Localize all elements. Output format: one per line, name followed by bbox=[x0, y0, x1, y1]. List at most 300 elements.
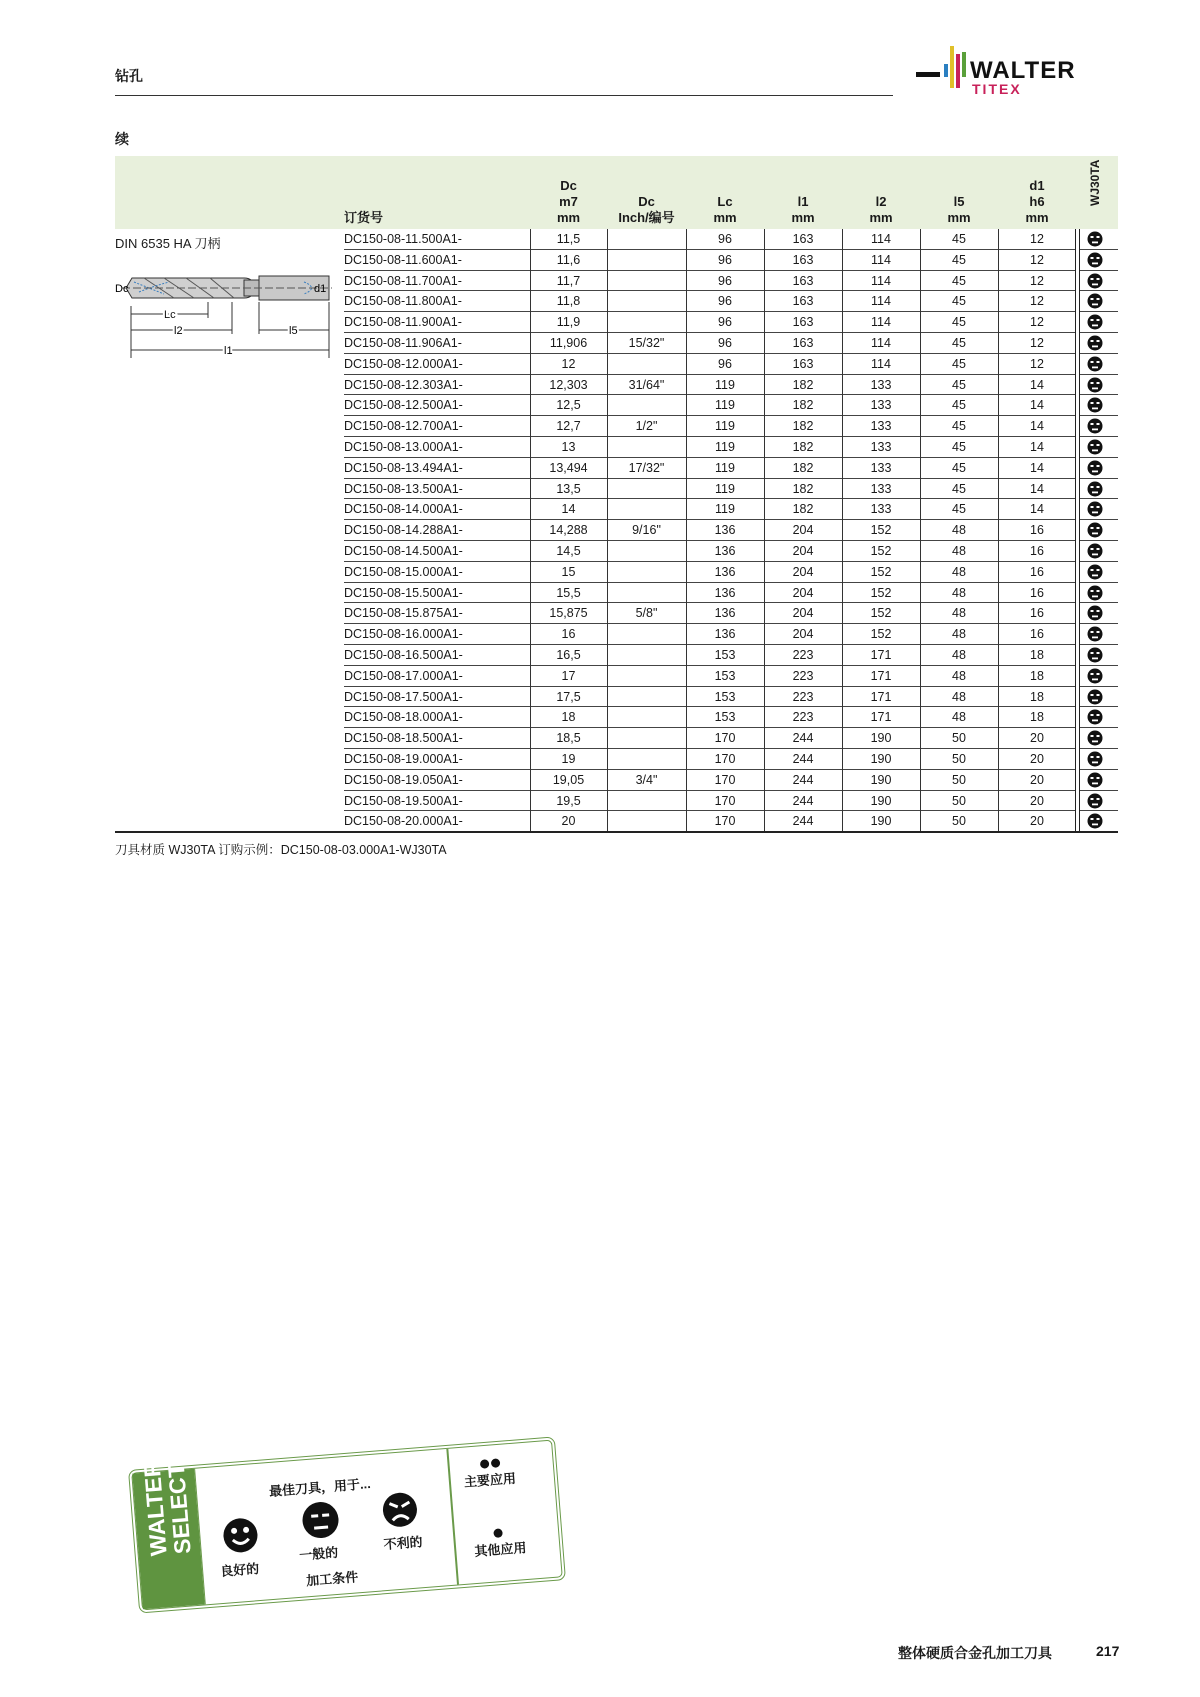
cell-d1: 16 bbox=[1030, 585, 1044, 600]
order-code: DC150-08-12.500A1- bbox=[344, 398, 463, 413]
cell-l2: 190 bbox=[870, 752, 892, 766]
cell-l5: 45 bbox=[952, 377, 966, 392]
cell-d1: 12 bbox=[1030, 232, 1044, 246]
neutral-face-icon bbox=[1087, 730, 1103, 749]
neutral-face-icon bbox=[1087, 481, 1103, 500]
cell-l5: 48 bbox=[952, 544, 966, 558]
header-line: Dc bbox=[560, 178, 577, 193]
cell-l1: 182 bbox=[792, 398, 814, 413]
cell-l5: 50 bbox=[952, 793, 966, 808]
order-code: DC150-08-16.500A1- bbox=[344, 648, 463, 662]
cell-dc-m7: 11,7 bbox=[556, 273, 581, 288]
table-row bbox=[344, 375, 1118, 396]
neutral-face-icon bbox=[1087, 605, 1103, 624]
cell-l5: 48 bbox=[952, 523, 966, 538]
cell-lc: 119 bbox=[715, 481, 735, 496]
order-code: DC150-08-11.600A1- bbox=[344, 252, 462, 267]
bad-label: 不利的 bbox=[383, 1534, 424, 1553]
cell-dc-m7: 19,5 bbox=[556, 793, 581, 808]
header-order-code bbox=[344, 156, 524, 229]
cell-lc: 136 bbox=[714, 564, 736, 579]
cell-lc: 136 bbox=[714, 544, 736, 558]
cell-d1: 14 bbox=[1030, 440, 1044, 454]
order-code: DC150-08-18.500A1- bbox=[344, 731, 463, 746]
cell-l5: 48 bbox=[952, 668, 966, 683]
cell-l1: 244 bbox=[792, 814, 814, 829]
table-row bbox=[344, 354, 1118, 375]
order-code: DC150-08-12.303A1- bbox=[344, 377, 463, 392]
normal-face-icon bbox=[300, 1500, 341, 1546]
cell-l1: 182 bbox=[792, 502, 814, 517]
header-line: mm bbox=[869, 210, 893, 225]
cell-dc-m7: 14,5 bbox=[556, 544, 581, 558]
header-rule bbox=[115, 95, 893, 96]
cell-l1: 244 bbox=[792, 772, 814, 787]
cell-l5: 45 bbox=[952, 356, 966, 371]
cell-l1: 204 bbox=[792, 523, 814, 538]
cell-dc-inch: 9/16" bbox=[632, 523, 661, 538]
cell-dc-inch: 17/32" bbox=[628, 460, 665, 475]
table-row bbox=[344, 333, 1118, 354]
cell-lc: 153 bbox=[714, 689, 736, 704]
section-title: 钻孔 bbox=[115, 68, 143, 84]
neutral-face-icon bbox=[1087, 522, 1103, 541]
order-code: DC150-08-11.900A1- bbox=[344, 315, 462, 330]
cell-l1: 204 bbox=[792, 627, 814, 642]
cell-l2: 114 bbox=[871, 232, 891, 246]
header-line: Lc bbox=[717, 194, 733, 209]
cell-lc: 119 bbox=[715, 440, 735, 454]
neutral-face-icon bbox=[1087, 314, 1103, 333]
cell-l1: 163 bbox=[792, 315, 814, 330]
cell-lc: 96 bbox=[718, 273, 732, 288]
cell-lc: 170 bbox=[714, 793, 736, 808]
main-use-label: 主要应用 bbox=[463, 1470, 517, 1490]
header-l1 bbox=[764, 160, 842, 229]
cell-d1: 14 bbox=[1030, 377, 1044, 392]
cell-l1: 204 bbox=[792, 606, 814, 621]
neutral-face-icon bbox=[1087, 813, 1103, 832]
neutral-face-icon bbox=[1087, 668, 1103, 687]
cell-dc-inch: 31/64" bbox=[628, 377, 665, 392]
header-line: l2 bbox=[875, 194, 887, 209]
svg-text:TITEX: TITEX bbox=[972, 81, 1022, 97]
cell-l2: 190 bbox=[870, 793, 892, 808]
order-code: DC150-08-13.000A1- bbox=[344, 440, 463, 454]
cell-dc-inch: 1/2" bbox=[635, 419, 658, 434]
cell-l2: 152 bbox=[870, 544, 892, 558]
cell-l1: 204 bbox=[792, 585, 814, 600]
cell-dc-m7: 17 bbox=[561, 668, 576, 683]
cell-lc: 153 bbox=[714, 648, 736, 662]
neutral-face-icon bbox=[1087, 626, 1103, 645]
cell-lc: 119 bbox=[715, 377, 735, 392]
header-dc-m7 bbox=[530, 160, 607, 229]
cell-l2: 171 bbox=[870, 668, 892, 683]
walter-select-brand bbox=[132, 1459, 204, 1609]
cell-l1: 244 bbox=[792, 752, 814, 766]
cell-l2: 114 bbox=[871, 356, 891, 371]
cell-lc: 119 bbox=[715, 419, 735, 434]
neutral-face-icon bbox=[1087, 689, 1103, 708]
table-row bbox=[344, 624, 1118, 645]
cell-l2: 171 bbox=[870, 648, 892, 662]
cell-d1: 18 bbox=[1030, 648, 1044, 662]
cell-l1: 182 bbox=[792, 460, 814, 475]
cell-dc-m7: 12,5 bbox=[556, 398, 581, 413]
cell-l2: 114 bbox=[871, 294, 891, 309]
cell-dc-m7: 14,288 bbox=[549, 523, 588, 538]
cell-l2: 190 bbox=[870, 731, 892, 746]
header-d1 bbox=[998, 160, 1076, 229]
cell-l2: 171 bbox=[870, 689, 892, 704]
order-code: DC150-08-12.700A1- bbox=[344, 419, 463, 434]
cell-lc: 96 bbox=[718, 232, 732, 246]
cell-l1: 223 bbox=[792, 710, 814, 725]
cell-lc: 136 bbox=[714, 606, 736, 621]
cell-l2: 190 bbox=[870, 772, 892, 787]
table-row bbox=[344, 707, 1118, 728]
cell-dc-m7: 16,5 bbox=[556, 648, 581, 662]
cell-l5: 48 bbox=[952, 710, 966, 725]
table-row bbox=[344, 437, 1118, 458]
brand-text: WALTER SELECT bbox=[138, 1459, 196, 1557]
cell-dc-m7: 12,7 bbox=[556, 419, 581, 434]
cell-l2: 190 bbox=[870, 814, 892, 829]
cell-l5: 45 bbox=[952, 460, 966, 475]
cell-l5: 45 bbox=[952, 398, 966, 413]
cell-dc-m7: 18 bbox=[561, 710, 576, 725]
order-code: DC150-08-11.800A1- bbox=[344, 294, 462, 309]
cell-d1: 12 bbox=[1030, 273, 1044, 288]
header-line: h6 bbox=[1029, 194, 1045, 209]
cell-lc: 170 bbox=[714, 731, 736, 746]
header-l2 bbox=[842, 160, 920, 229]
cell-l1: 223 bbox=[792, 668, 814, 683]
cell-d1: 12 bbox=[1030, 356, 1044, 371]
table-row bbox=[344, 229, 1118, 250]
table-row bbox=[344, 687, 1118, 708]
cell-l1: 182 bbox=[792, 377, 814, 392]
walter-select-legend bbox=[128, 1436, 566, 1613]
cell-d1: 16 bbox=[1030, 523, 1044, 538]
cell-lc: 96 bbox=[718, 356, 732, 371]
cell-l1: 204 bbox=[792, 544, 814, 558]
neutral-face-icon bbox=[1087, 772, 1103, 791]
cell-dc-m7: 11,5 bbox=[556, 232, 581, 246]
cell-dc-m7: 11,8 bbox=[556, 294, 581, 309]
cell-lc: 119 bbox=[715, 502, 735, 517]
cell-l5: 45 bbox=[952, 481, 966, 496]
order-code: DC150-08-15.000A1- bbox=[344, 564, 463, 579]
cell-l1: 204 bbox=[792, 564, 814, 579]
cell-d1: 12 bbox=[1030, 252, 1044, 267]
cell-d1: 12 bbox=[1030, 315, 1044, 330]
cell-d1: 20 bbox=[1030, 731, 1044, 746]
cell-l2: 114 bbox=[871, 315, 891, 330]
neutral-face-icon bbox=[1087, 501, 1103, 520]
order-code: DC150-08-14.500A1- bbox=[344, 544, 463, 558]
diagram-label-l5: l5 bbox=[289, 325, 298, 337]
header-line: mm bbox=[791, 210, 815, 225]
neutral-face-icon bbox=[1087, 335, 1103, 354]
cell-l5: 45 bbox=[952, 419, 966, 434]
diagram-label-l2: l2 bbox=[174, 325, 183, 337]
header-line: m7 bbox=[559, 194, 578, 209]
diagram-label-dc: Dc bbox=[115, 283, 129, 295]
cell-l2: 114 bbox=[871, 336, 891, 350]
cell-dc-m7: 13,5 bbox=[556, 481, 581, 496]
cell-l1: 163 bbox=[792, 232, 814, 246]
cell-l2: 133 bbox=[870, 440, 892, 454]
continued-label: 续 bbox=[115, 131, 129, 147]
order-code: DC150-08-11.700A1- bbox=[344, 273, 462, 288]
cell-dc-m7: 12 bbox=[561, 356, 576, 371]
neutral-face-icon bbox=[1087, 397, 1103, 416]
cell-lc: 119 bbox=[715, 398, 735, 413]
header-l5 bbox=[920, 160, 998, 229]
order-code: DC150-08-20.000A1- bbox=[344, 814, 463, 829]
good-label: 良好的 bbox=[219, 1561, 260, 1580]
table-row bbox=[344, 728, 1118, 749]
table-row bbox=[344, 499, 1118, 520]
cell-l5: 48 bbox=[952, 648, 966, 662]
cell-d1: 14 bbox=[1030, 481, 1044, 496]
cell-l2: 114 bbox=[871, 273, 891, 288]
neutral-face-icon bbox=[1087, 418, 1103, 437]
cell-lc: 153 bbox=[714, 668, 736, 683]
cell-lc: 170 bbox=[714, 772, 736, 787]
cell-l1: 223 bbox=[792, 689, 814, 704]
cell-dc-m7: 11,6 bbox=[556, 252, 581, 267]
header-line: l1 bbox=[797, 194, 809, 209]
neutral-face-icon bbox=[1087, 564, 1103, 583]
cell-l5: 45 bbox=[952, 440, 966, 454]
cell-lc: 96 bbox=[718, 315, 732, 330]
cell-l2: 133 bbox=[870, 419, 892, 434]
grade-label: WJ30TA bbox=[1088, 159, 1102, 206]
cell-d1: 20 bbox=[1030, 793, 1044, 808]
cell-lc: 136 bbox=[714, 585, 736, 600]
cell-l5: 45 bbox=[952, 502, 966, 517]
cell-lc: 153 bbox=[714, 710, 736, 725]
cell-dc-m7: 20 bbox=[561, 814, 576, 829]
footer-title: 整体硬质合金孔加工刀具 bbox=[898, 1645, 1052, 1661]
other-use-label: 其他应用 bbox=[473, 1540, 527, 1560]
cell-l1: 182 bbox=[792, 440, 814, 454]
order-code: DC150-08-17.000A1- bbox=[344, 668, 463, 683]
cell-lc: 96 bbox=[718, 336, 732, 350]
legend-title: 最佳刀具，用于... bbox=[268, 1476, 372, 1499]
table-row bbox=[344, 749, 1118, 770]
cell-d1: 14 bbox=[1030, 502, 1044, 517]
cell-dc-m7: 19,05 bbox=[552, 772, 585, 787]
table-row bbox=[344, 811, 1118, 832]
table-bottom-rule bbox=[115, 831, 1118, 833]
cell-dc-m7: 13 bbox=[561, 440, 576, 454]
cell-l1: 163 bbox=[792, 294, 814, 309]
conditions-label: 加工条件 bbox=[305, 1569, 359, 1589]
cell-l5: 48 bbox=[952, 689, 966, 704]
cell-lc: 136 bbox=[714, 627, 736, 642]
cell-d1: 16 bbox=[1030, 544, 1044, 558]
cell-l5: 45 bbox=[952, 273, 966, 288]
cell-dc-m7: 19 bbox=[561, 752, 576, 766]
cell-lc: 170 bbox=[714, 814, 736, 829]
cell-d1: 12 bbox=[1030, 294, 1044, 309]
table-row bbox=[344, 416, 1118, 437]
table-row bbox=[344, 583, 1118, 604]
cell-l2: 152 bbox=[870, 523, 892, 538]
cell-lc: 170 bbox=[714, 752, 736, 766]
neutral-face-icon bbox=[1087, 439, 1103, 458]
diagram-label-l1: l1 bbox=[224, 345, 233, 357]
order-code: DC150-08-17.500A1- bbox=[344, 689, 463, 704]
header-line: l5 bbox=[953, 194, 965, 209]
cell-dc-m7: 12,303 bbox=[549, 377, 588, 392]
shank-label: DIN 6535 HA 刀柄 bbox=[115, 236, 221, 251]
table-row bbox=[344, 603, 1118, 624]
cell-l1: 223 bbox=[792, 648, 814, 662]
cell-lc: 96 bbox=[718, 252, 732, 267]
column-divider bbox=[607, 229, 608, 832]
header-line: d1 bbox=[1029, 178, 1045, 193]
column-divider bbox=[842, 229, 843, 832]
neutral-face-icon bbox=[1087, 585, 1103, 604]
column-divider bbox=[686, 229, 687, 832]
order-code: DC150-08-13.494A1- bbox=[344, 460, 463, 475]
header-grade-wj30ta bbox=[1076, 156, 1118, 229]
order-code: DC150-08-11.906A1- bbox=[344, 336, 462, 350]
table-row bbox=[344, 250, 1118, 271]
cell-lc: 119 bbox=[715, 460, 735, 475]
header-line: mm bbox=[1025, 210, 1049, 225]
table-row bbox=[344, 458, 1118, 479]
cell-lc: 136 bbox=[714, 523, 736, 538]
cell-d1: 18 bbox=[1030, 668, 1044, 683]
neutral-face-icon bbox=[1087, 293, 1103, 312]
cell-d1: 12 bbox=[1030, 336, 1044, 350]
page-number: 217 bbox=[1096, 1643, 1120, 1659]
header-dc-inch bbox=[607, 160, 686, 229]
column-divider bbox=[530, 229, 531, 832]
cell-l2: 133 bbox=[870, 481, 892, 496]
neutral-face-icon bbox=[1087, 377, 1103, 396]
order-code: DC150-08-15.500A1- bbox=[344, 585, 463, 600]
diagram-label-lc: Lc bbox=[164, 309, 176, 321]
header-line: mm bbox=[556, 210, 581, 225]
table-row bbox=[344, 479, 1118, 500]
neutral-face-icon bbox=[1087, 273, 1103, 292]
diagram-label-d1: d1 bbox=[314, 283, 327, 295]
cell-d1: 14 bbox=[1030, 419, 1044, 434]
header-line: mm bbox=[713, 210, 737, 225]
cell-d1: 16 bbox=[1030, 564, 1044, 579]
table-row bbox=[344, 312, 1118, 333]
cell-dc-m7: 11,906 bbox=[549, 336, 588, 350]
cell-l5: 45 bbox=[952, 232, 966, 246]
cell-l2: 171 bbox=[870, 710, 892, 725]
header-line: mm bbox=[947, 210, 971, 225]
cell-l2: 114 bbox=[871, 252, 891, 267]
order-note: 刀具材质 WJ30TA 订购示例：DC150-08-03.000A1-WJ30TA bbox=[115, 843, 447, 857]
cell-dc-m7: 13,494 bbox=[549, 460, 588, 475]
cell-d1: 14 bbox=[1030, 398, 1044, 413]
cell-dc-m7: 11,9 bbox=[556, 315, 581, 330]
cell-d1: 18 bbox=[1030, 710, 1044, 725]
cell-d1: 16 bbox=[1030, 627, 1044, 642]
table-row bbox=[344, 271, 1118, 292]
cell-d1: 20 bbox=[1030, 814, 1044, 829]
cell-l2: 152 bbox=[870, 606, 892, 621]
column-divider bbox=[1075, 229, 1080, 832]
order-code: DC150-08-18.000A1- bbox=[344, 710, 463, 725]
table-row bbox=[344, 291, 1118, 312]
neutral-face-icon bbox=[1087, 709, 1103, 728]
cell-l5: 45 bbox=[952, 336, 966, 350]
order-code: DC150-08-19.500A1- bbox=[344, 793, 463, 808]
header-line: Dc bbox=[638, 194, 655, 209]
order-code: DC150-08-19.050A1- bbox=[344, 772, 463, 787]
cell-l2: 133 bbox=[870, 502, 892, 517]
cell-d1: 20 bbox=[1030, 772, 1044, 787]
cell-l2: 133 bbox=[870, 460, 892, 475]
order-code: DC150-08-15.875A1- bbox=[344, 606, 463, 621]
neutral-face-icon bbox=[1087, 356, 1103, 375]
column-divider bbox=[920, 229, 921, 832]
cell-dc-m7: 15,875 bbox=[549, 606, 588, 621]
column-divider bbox=[998, 229, 999, 832]
table-row bbox=[344, 562, 1118, 583]
cell-l1: 163 bbox=[792, 252, 814, 267]
neutral-face-icon bbox=[1087, 252, 1103, 271]
good-face-icon bbox=[221, 1516, 260, 1560]
cell-l5: 48 bbox=[952, 585, 966, 600]
order-code: DC150-08-19.000A1- bbox=[344, 752, 463, 766]
cell-dc-inch: 5/8" bbox=[635, 606, 658, 621]
cell-l2: 152 bbox=[870, 564, 892, 579]
cell-d1: 20 bbox=[1030, 752, 1044, 766]
cell-l1: 163 bbox=[792, 273, 814, 288]
order-code: DC150-08-14.288A1- bbox=[344, 523, 463, 538]
cell-l5: 50 bbox=[952, 772, 966, 787]
table-row bbox=[344, 791, 1118, 812]
neutral-face-icon bbox=[1087, 460, 1103, 479]
neutral-face-icon bbox=[1087, 751, 1103, 770]
order-code: DC150-08-16.000A1- bbox=[344, 627, 463, 642]
cell-l5: 50 bbox=[952, 814, 966, 829]
svg-text:WALTER: WALTER bbox=[970, 57, 1076, 84]
cell-dc-m7: 14 bbox=[561, 502, 576, 517]
cell-dc-m7: 17,5 bbox=[556, 689, 581, 704]
order-code: DC150-08-14.000A1- bbox=[344, 502, 463, 517]
table-row bbox=[344, 395, 1118, 416]
cell-l2: 133 bbox=[870, 398, 892, 413]
cell-l1: 244 bbox=[792, 793, 814, 808]
cell-l5: 48 bbox=[952, 627, 966, 642]
cell-l5: 45 bbox=[952, 252, 966, 267]
drill-diagram bbox=[114, 262, 336, 367]
cell-l5: 50 bbox=[952, 731, 966, 746]
cell-l1: 182 bbox=[792, 481, 814, 496]
cell-dc-inch: 3/4" bbox=[635, 772, 658, 787]
bad-face-icon bbox=[380, 1489, 421, 1535]
table-row bbox=[344, 666, 1118, 687]
cell-l5: 45 bbox=[952, 294, 966, 309]
walter-titex-logo bbox=[916, 44, 1121, 98]
order-code: DC150-08-11.500A1- bbox=[344, 232, 462, 246]
neutral-face-icon bbox=[1087, 647, 1103, 666]
